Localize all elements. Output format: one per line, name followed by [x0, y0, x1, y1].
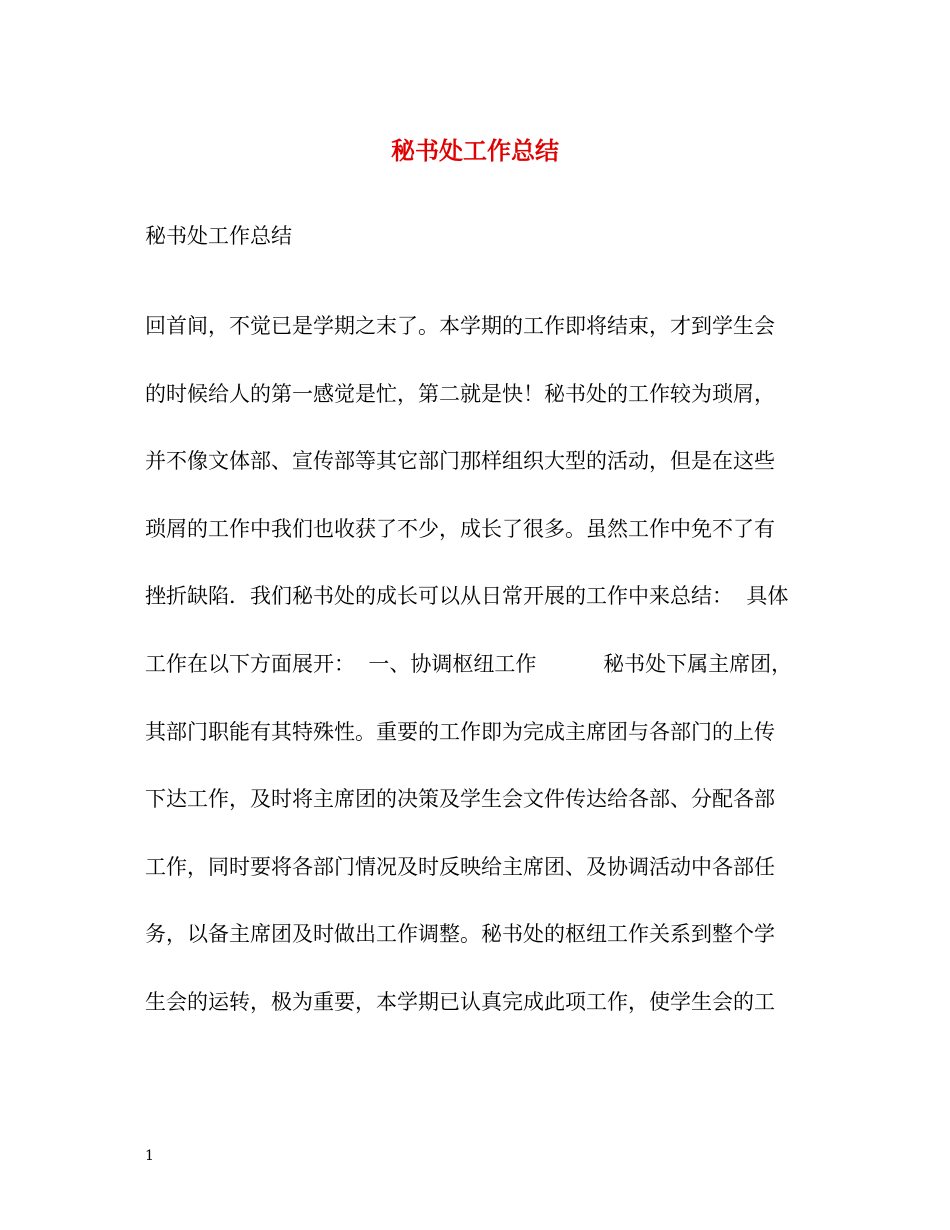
- body-line: 其部门职能有其特殊性。重要的工作即为完成主席团与各部门的上传: [145, 719, 775, 744]
- document-body: [145, 310, 810, 1054]
- document-title: 秘书处工作总结: [391, 136, 559, 165]
- body-line: 琐屑的工作中我们也收获了不少，成长了很多。虽然工作中免不了有: [145, 516, 775, 541]
- body-line: 挫折缺陷．我们秘书处的成长可以从日常开展的工作中来总结： 具体: [145, 584, 789, 609]
- body-line: 并不像文体部、宣传部等其它部门那样组织大型的活动，但是在这些: [145, 449, 775, 474]
- body-line: 的时候给人的第一感觉是忙，第二就是快！秘书处的工作较为琐屑，: [145, 381, 775, 406]
- body-line: 务，以备主席团及时做出工作调整。秘书处的枢纽工作关系到整个学: [145, 922, 775, 947]
- body-line: 工作，同时要将各部门情况及时反映给主席团、及协调活动中各部任: [145, 854, 775, 879]
- body-line: 回首间，不觉已是学期之末了。本学期的工作即将结束，才到学生会: [145, 314, 775, 338]
- document-subtitle: 秘书处工作总结: [145, 224, 292, 248]
- body-line: 工作在以下方面展开： 一、协调枢纽工作 秘书处下属主席团，: [145, 651, 793, 676]
- page-number: 1: [145, 1148, 154, 1164]
- body-line: 下达工作，及时将主席团的决策及学生会文件传达给各部、分配各部: [145, 787, 775, 812]
- body-line: 生会的运转，极为重要，本学期已认真完成此项工作，使学生会的工: [145, 989, 775, 1014]
